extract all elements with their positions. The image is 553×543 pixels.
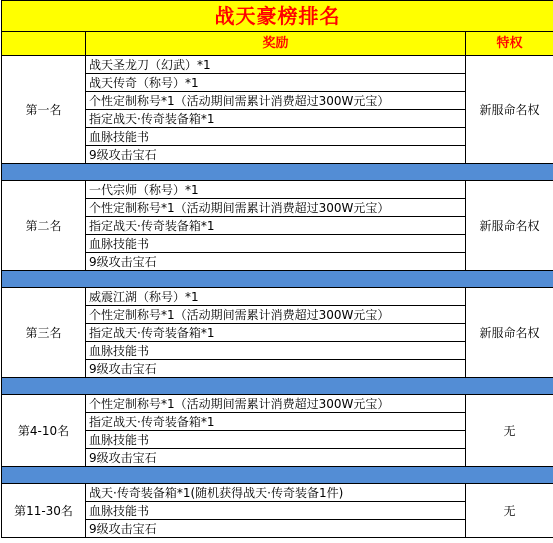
separator-bar — [2, 467, 553, 484]
table-row — [2, 395, 553, 413]
rank-cell: 第11-30名 — [2, 484, 86, 538]
separator-bar — [2, 164, 553, 181]
separator-bar — [2, 378, 553, 395]
reward-cell: 血脉技能书 — [86, 128, 466, 146]
reward-cell: 个性定制称号*1（活动期间需累计消费超过300W元宝） — [86, 395, 466, 413]
reward-cell: 个性定制称号*1（活动期间需累计消费超过300W元宝） — [86, 92, 466, 110]
reward-cell: 战天圣龙刀（幻武）*1 — [86, 56, 466, 74]
reward-cell: 威震江湖（称号）*1 — [86, 288, 466, 306]
reward-cell: 血脉技能书 — [86, 431, 466, 449]
reward-cell: 9级攻击宝石 — [86, 520, 466, 538]
table-row — [2, 181, 553, 199]
header-row — [2, 32, 553, 56]
reward-cell: 血脉技能书 — [86, 342, 466, 360]
page-title: 战天豪榜排名 — [2, 1, 553, 32]
rank-cell: 第4-10名 — [2, 395, 86, 467]
privilege-cell: 无 — [466, 395, 553, 467]
privilege-cell: 新服命名权 — [466, 56, 553, 164]
reward-cell: 9级攻击宝石 — [86, 449, 466, 467]
reward-cell: 个性定制称号*1（活动期间需累计消费超过300W元宝） — [86, 199, 466, 217]
separator-row — [2, 164, 553, 181]
reward-cell: 一代宗师（称号）*1 — [86, 181, 466, 199]
reward-cell: 9级攻击宝石 — [86, 146, 466, 164]
reward-cell: 战天传奇（称号）*1 — [86, 74, 466, 92]
reward-cell: 战天·传奇装备箱*1(随机获得战天·传奇装备1件) — [86, 484, 466, 502]
header-reward: 奖励 — [86, 32, 466, 56]
rank-cell: 第一名 — [2, 56, 86, 164]
reward-cell: 指定战天·传奇装备箱*1 — [86, 324, 466, 342]
privilege-cell: 无 — [466, 484, 553, 538]
table-row — [2, 288, 553, 306]
reward-cell: 血脉技能书 — [86, 235, 466, 253]
separator-row — [2, 271, 553, 288]
reward-cell: 个性定制称号*1（活动期间需累计消费超过300W元宝） — [86, 306, 466, 324]
separator-row — [2, 378, 553, 395]
table-row — [2, 56, 553, 74]
rank-cell: 第三名 — [2, 288, 86, 378]
reward-cell: 指定战天·传奇装备箱*1 — [86, 413, 466, 431]
privilege-cell: 新服命名权 — [466, 181, 553, 271]
header-privilege: 特权 — [466, 32, 553, 56]
rank-cell: 第二名 — [2, 181, 86, 271]
ranking-table — [1, 0, 553, 538]
separator-bar — [2, 271, 553, 288]
reward-cell: 指定战天·传奇装备箱*1 — [86, 110, 466, 128]
reward-cell: 指定战天·传奇装备箱*1 — [86, 217, 466, 235]
reward-cell: 9级攻击宝石 — [86, 360, 466, 378]
ranking-table-body — [2, 1, 553, 538]
title-row — [2, 1, 553, 32]
table-row — [2, 484, 553, 502]
reward-cell: 血脉技能书 — [86, 502, 466, 520]
header-rank — [2, 32, 86, 56]
privilege-cell: 新服命名权 — [466, 288, 553, 378]
separator-row — [2, 467, 553, 484]
reward-cell: 9级攻击宝石 — [86, 253, 466, 271]
